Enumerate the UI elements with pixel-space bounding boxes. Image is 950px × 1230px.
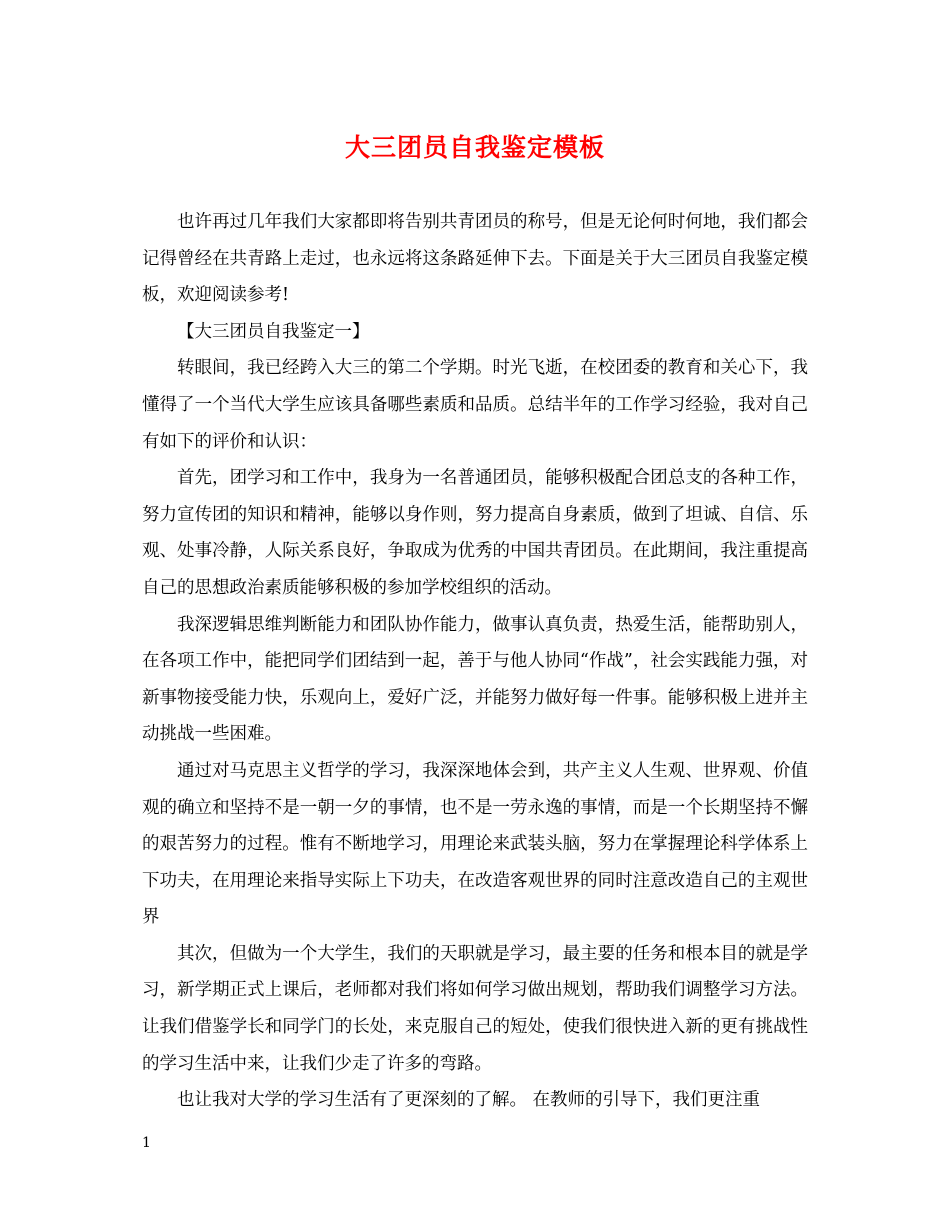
paragraph: 我深逻辑思维判断能力和团队协作能力，做事认真负责，热爱生活，能帮助别人，在各项工作中，能把同学们团结到一起，善于与他人协同“作战”，社会实践能力强，对新事物接受能力快，乐观向上，爱好广泛，并能努力做好每一件事。能够积极上进并主动挑战一些困难。	[142, 614, 808, 745]
paragraph: 也让我对大学的学习生活有了更深刻的了解。 在教师的引导下，我们更注重	[177, 1090, 761, 1111]
page-number: 1	[142, 1135, 151, 1151]
paragraph: 其次，但做为一个大学生，我们的天职就是学习，最主要的任务和根本目的就是学习，新学期正式上课后，老师都对我们将如何学习做出规划，帮助我们调整学习方法。让我们借鉴学长和同学门的长处，来克服自己的短处，使我们很快进入新的更有挑战性的学习生活中来，让我们少走了许多的弯路。	[142, 943, 808, 1074]
section-heading: 【大三团员自我鉴定一】	[177, 321, 370, 342]
paragraph: 通过对马克思主义哲学的学习，我深深地体会到，共产主义人生观、世界观、价值观的确立和坚持不是一朝一夕的事情，也不是一劳永逸的事情，而是一个长期坚持不懈的艰苦努力的过程。惟有不断地学习，用理论来武装头脑，努力在掌握理论科学体系上下功夫，在用理论来指导实际上下功夫，在改造客观世界的同时注意改造自己的主观世界	[142, 760, 808, 928]
paragraph-intro: 也许再过几年我们大家都即将告别共青团员的称号，但是无论何时何地，我们都会记得曾经在共青路上走过，也永远将这条路延伸下去。下面是关于大三团员自我鉴定模板，欢迎阅读参考!	[142, 212, 808, 306]
paragraph: 转眼间，我已经跨入大三的第二个学期。时光飞逝，在校团委的教育和关心下，我懂得了一个当代大学生应该具备哪些素质和品质。总结半年的工作学习经验，我对自己有如下的评价和认识：	[142, 358, 808, 452]
document-body	[142, 204, 808, 1119]
paragraph: 首先，团学习和工作中，我身为一名普通团员，能够积极配合团总支的各种工作，努力宣传团的知识和精神，能够以身作则，努力提高自身素质，做到了坦诚、自信、乐观、处事冷静，人际关系良好，争取成为优秀的中国共青团员。在此期间，我注重提高自己的思想政治素质能够积极的参加学校组织的活动。	[142, 468, 808, 598]
document-title: 大三团员自我鉴定模板	[344, 133, 605, 162]
